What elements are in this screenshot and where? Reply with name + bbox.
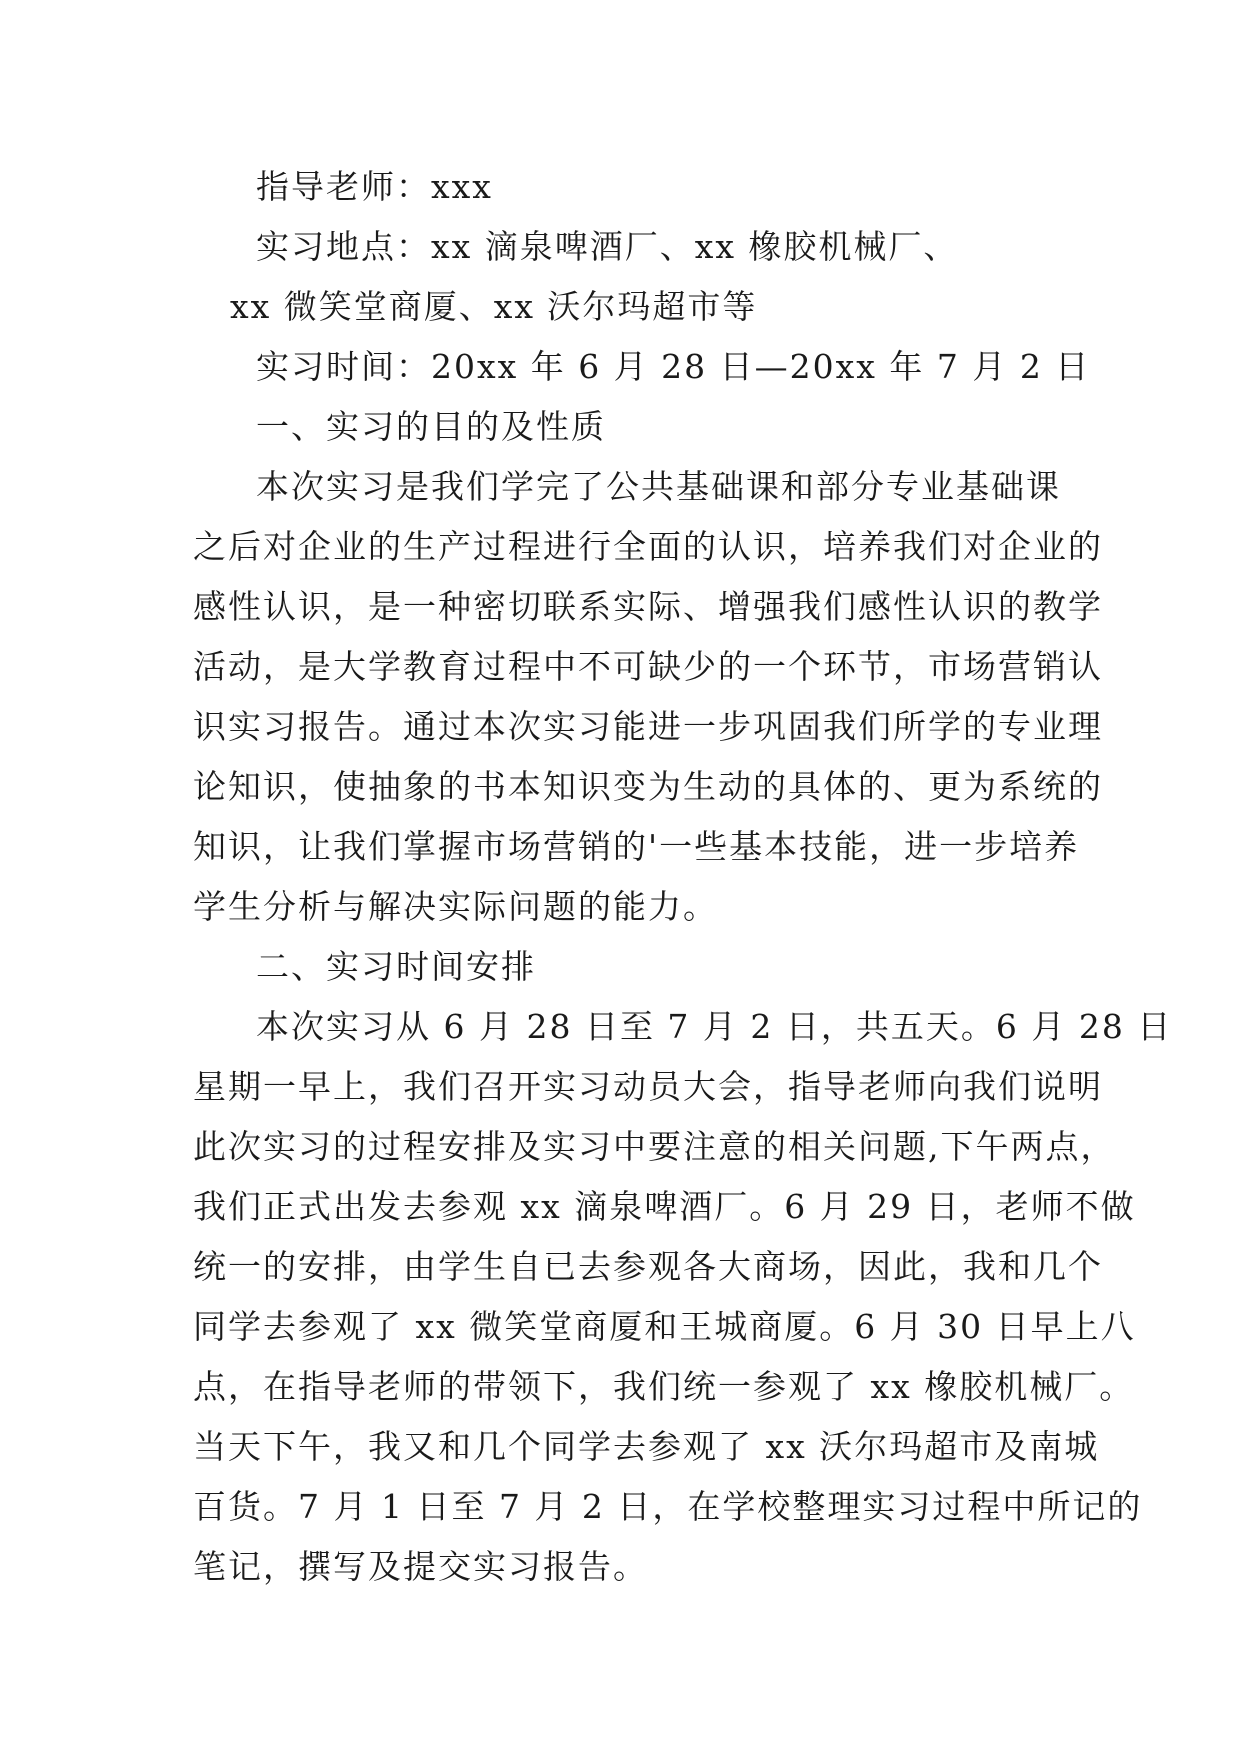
- paragraph-line: 星期一早上，我们召开实习动员大会，指导老师向我们说明: [193, 1067, 1103, 1106]
- paragraph-line: 同学去参观了 xx 微笑堂商厦和王城商厦。6 月 30 日早上八: [193, 1307, 1136, 1346]
- paragraph-line: 笔记，撰写及提交实习报告。: [193, 1547, 648, 1586]
- paragraph-line: 我们正式出发去参观 xx 滴泉啤酒厂。6 月 29 日，老师不做: [193, 1187, 1136, 1226]
- paragraph-line: 论知识，使抽象的书本知识变为生动的具体的、更为系统的: [193, 767, 1103, 806]
- paragraph-line: 本次实习是我们学完了公共基础课和部分专业基础课: [256, 467, 1061, 506]
- location-line-continued: xx 微笑堂商厦、xx 沃尔玛超市等: [230, 287, 758, 326]
- paragraph-line: 之后对企业的生产过程进行全面的认识，培养我们对企业的: [193, 527, 1103, 566]
- paragraph-line: 此次实习的过程安排及实习中要注意的相关问题,下午两点，: [193, 1127, 1116, 1166]
- instructor-line: 指导老师：xxx: [256, 167, 493, 206]
- paragraph-line: 点，在指导老师的带领下，我们统一参观了 xx 橡胶机械厂。: [193, 1367, 1135, 1406]
- paragraph-line: 活动，是大学教育过程中不可缺少的一个环节，市场营销认: [193, 647, 1103, 686]
- paragraph-line: 知识，让我们掌握市场营销的'一些基本技能，进一步培养: [193, 827, 1080, 866]
- paragraph-line: 学生分析与解决实际问题的能力。: [193, 887, 718, 926]
- paragraph-line: 当天下午，我又和几个同学去参观了 xx 沃尔玛超市及南城: [193, 1427, 1100, 1466]
- location-line: 实习地点：xx 滴泉啤酒厂、xx 橡胶机械厂、: [256, 227, 959, 266]
- paragraph-line: 识实习报告。通过本次实习能进一步巩固我们所学的专业理: [193, 707, 1103, 746]
- paragraph-line: 感性认识，是一种密切联系实际、增强我们感性认识的教学: [193, 587, 1103, 626]
- paragraph-line: 统一的安排，由学生自已去参观各大商场，因此，我和几个: [193, 1247, 1103, 1286]
- paragraph-line: 本次实习从 6 月 28 日至 7 月 2 日，共五天。6 月 28 日: [256, 1007, 1173, 1046]
- section-heading-purpose: 一、实习的目的及性质: [256, 407, 606, 446]
- period-line: 实习时间：20xx 年 6 月 28 日—20xx 年 7 月 2 日: [256, 347, 1091, 386]
- section-heading-schedule: 二、实习时间安排: [256, 947, 536, 986]
- paragraph-line: 百货。7 月 1 日至 7 月 2 日，在学校整理实习过程中所记的: [193, 1487, 1143, 1526]
